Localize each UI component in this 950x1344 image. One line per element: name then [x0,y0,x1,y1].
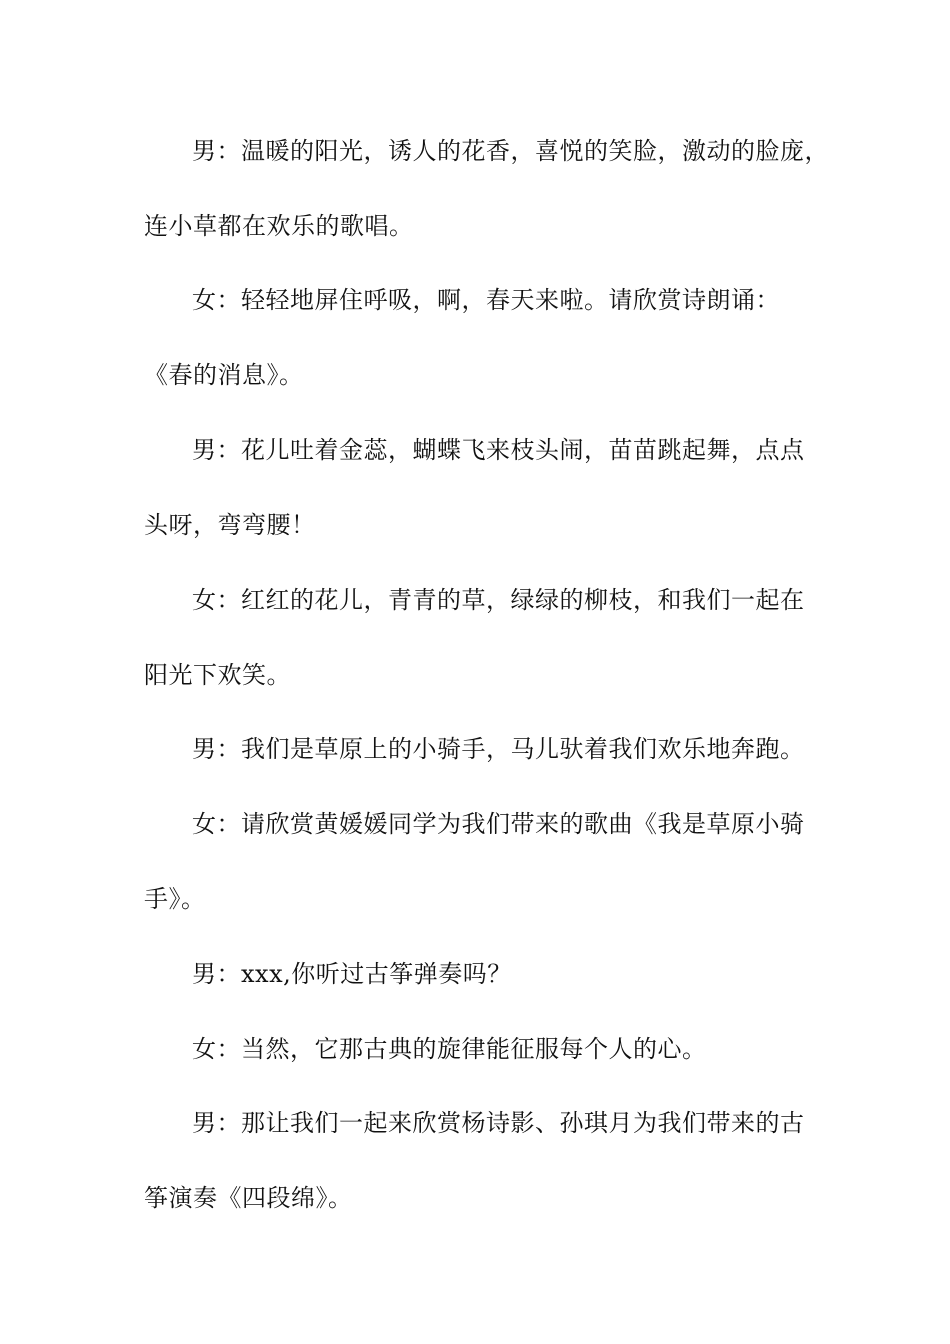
dialogue-line-continuation: 连小草都在欢乐的歌唱。 [144,212,414,240]
dialogue-line: 男：温暖的阳光，诱人的花香，喜悦的笑脸，激动的脸庞， [192,137,829,165]
dialogue-line-continuation: 头呀，弯弯腰！ [144,511,316,539]
dialogue-line-continuation: 手》。 [144,885,206,913]
dialogue-line: 女：当然，它那古典的旋律能征服每个人的心。 [192,1035,707,1063]
dialogue-line-continuation: 筝演奏《四段绵》。 [144,1184,353,1212]
dialogue-line-continuation: 阳光下欢笑。 [144,661,291,689]
dialogue-line: 女：红红的花儿，青青的草，绿绿的柳枝，和我们一起在 [192,586,805,614]
dialogue-line: 男：xxx,你听过古筝弹奏吗？ [192,960,512,988]
dialogue-line-continuation: 《春的消息》。 [144,361,304,389]
dialogue-line: 男：花儿吐着金蕊，蝴蝶飞来枝头闹，苗苗跳起舞，点点 [192,436,805,464]
dialogue-line: 女：轻轻地屏住呼吸，啊，春天来啦。请欣赏诗朗诵： [192,286,780,314]
dialogue-line: 男：我们是草原上的小骑手，马儿驮着我们欢乐地奔跑。 [192,735,805,763]
dialogue-line: 男：那让我们一起来欣赏杨诗影、孙琪月为我们带来的古 [192,1109,805,1137]
dialogue-line: 女：请欣赏黄媛媛同学为我们带来的歌曲《我是草原小骑 [192,810,805,838]
